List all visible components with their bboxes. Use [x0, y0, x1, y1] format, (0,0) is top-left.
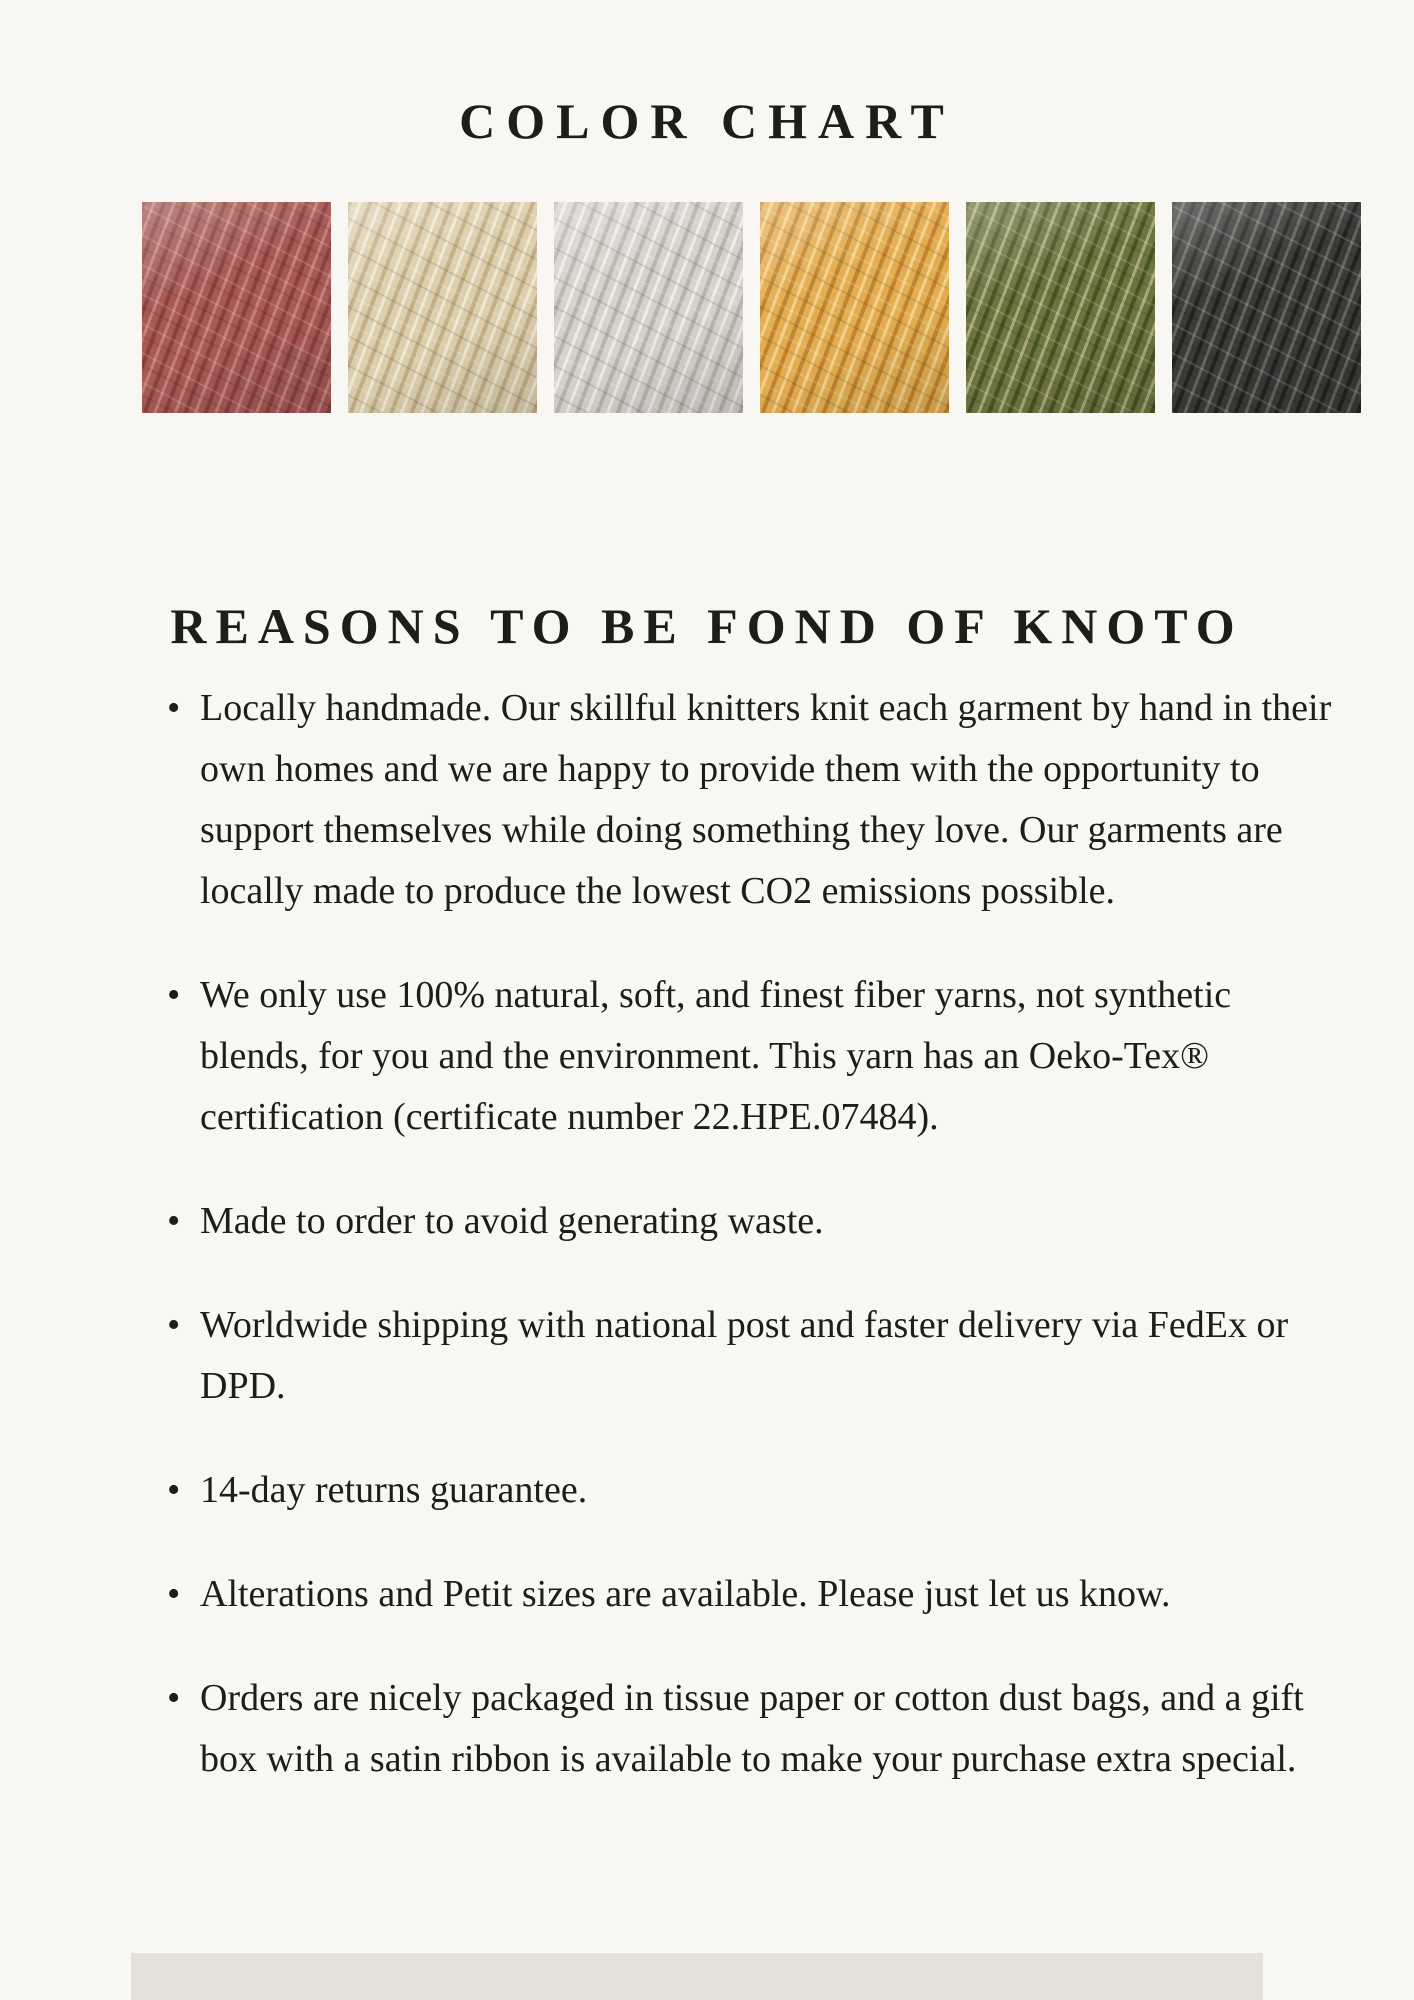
reason-item: • Orders are nicely packaged in tissue paper or cotton dust bags, and a gift box with a satin ribbon is available to make your purchase extra special.	[200, 1668, 1335, 1790]
yarn-swatch-light-grey	[554, 202, 743, 413]
yarn-swatch-olive-green	[966, 202, 1155, 413]
yarn-swatch-mustard-yellow	[760, 202, 949, 413]
footer-bar	[131, 1953, 1263, 2000]
yarn-color-swatch-row	[142, 202, 1361, 413]
reason-item: • Locally handmade. Our skillful knitters knit each garment by hand in their own homes and we are happy to provide them with the opportunity to support themselves while doing something they love. Our garments are locally made to produce the lowest CO2 emissions possible.	[200, 678, 1335, 922]
section-heading: REASONS TO BE FOND OF KNOTO	[170, 597, 1244, 654]
reason-item: • We only use 100% natural, soft, and finest fiber yarns, not synthetic blends, for you and the environment. This yarn has an Oeko-Tex® certification (certificate number 22.HPE.07484).	[200, 965, 1335, 1148]
reasons-list	[200, 678, 1335, 1833]
yarn-swatch-brick-rose	[142, 202, 331, 413]
reason-item: • 14-day returns guarantee.	[200, 1460, 1335, 1521]
reason-item: • Made to order to avoid generating waste.	[200, 1191, 1335, 1252]
reason-item: • Alterations and Petit sizes are available. Please just let us know.	[200, 1564, 1335, 1625]
yarn-swatch-charcoal-grey	[1172, 202, 1361, 413]
page-title: COLOR CHART	[459, 92, 955, 149]
reason-item: • Worldwide shipping with national post and faster delivery via FedEx or DPD.	[200, 1295, 1335, 1417]
yarn-swatch-cream-beige	[348, 202, 537, 413]
